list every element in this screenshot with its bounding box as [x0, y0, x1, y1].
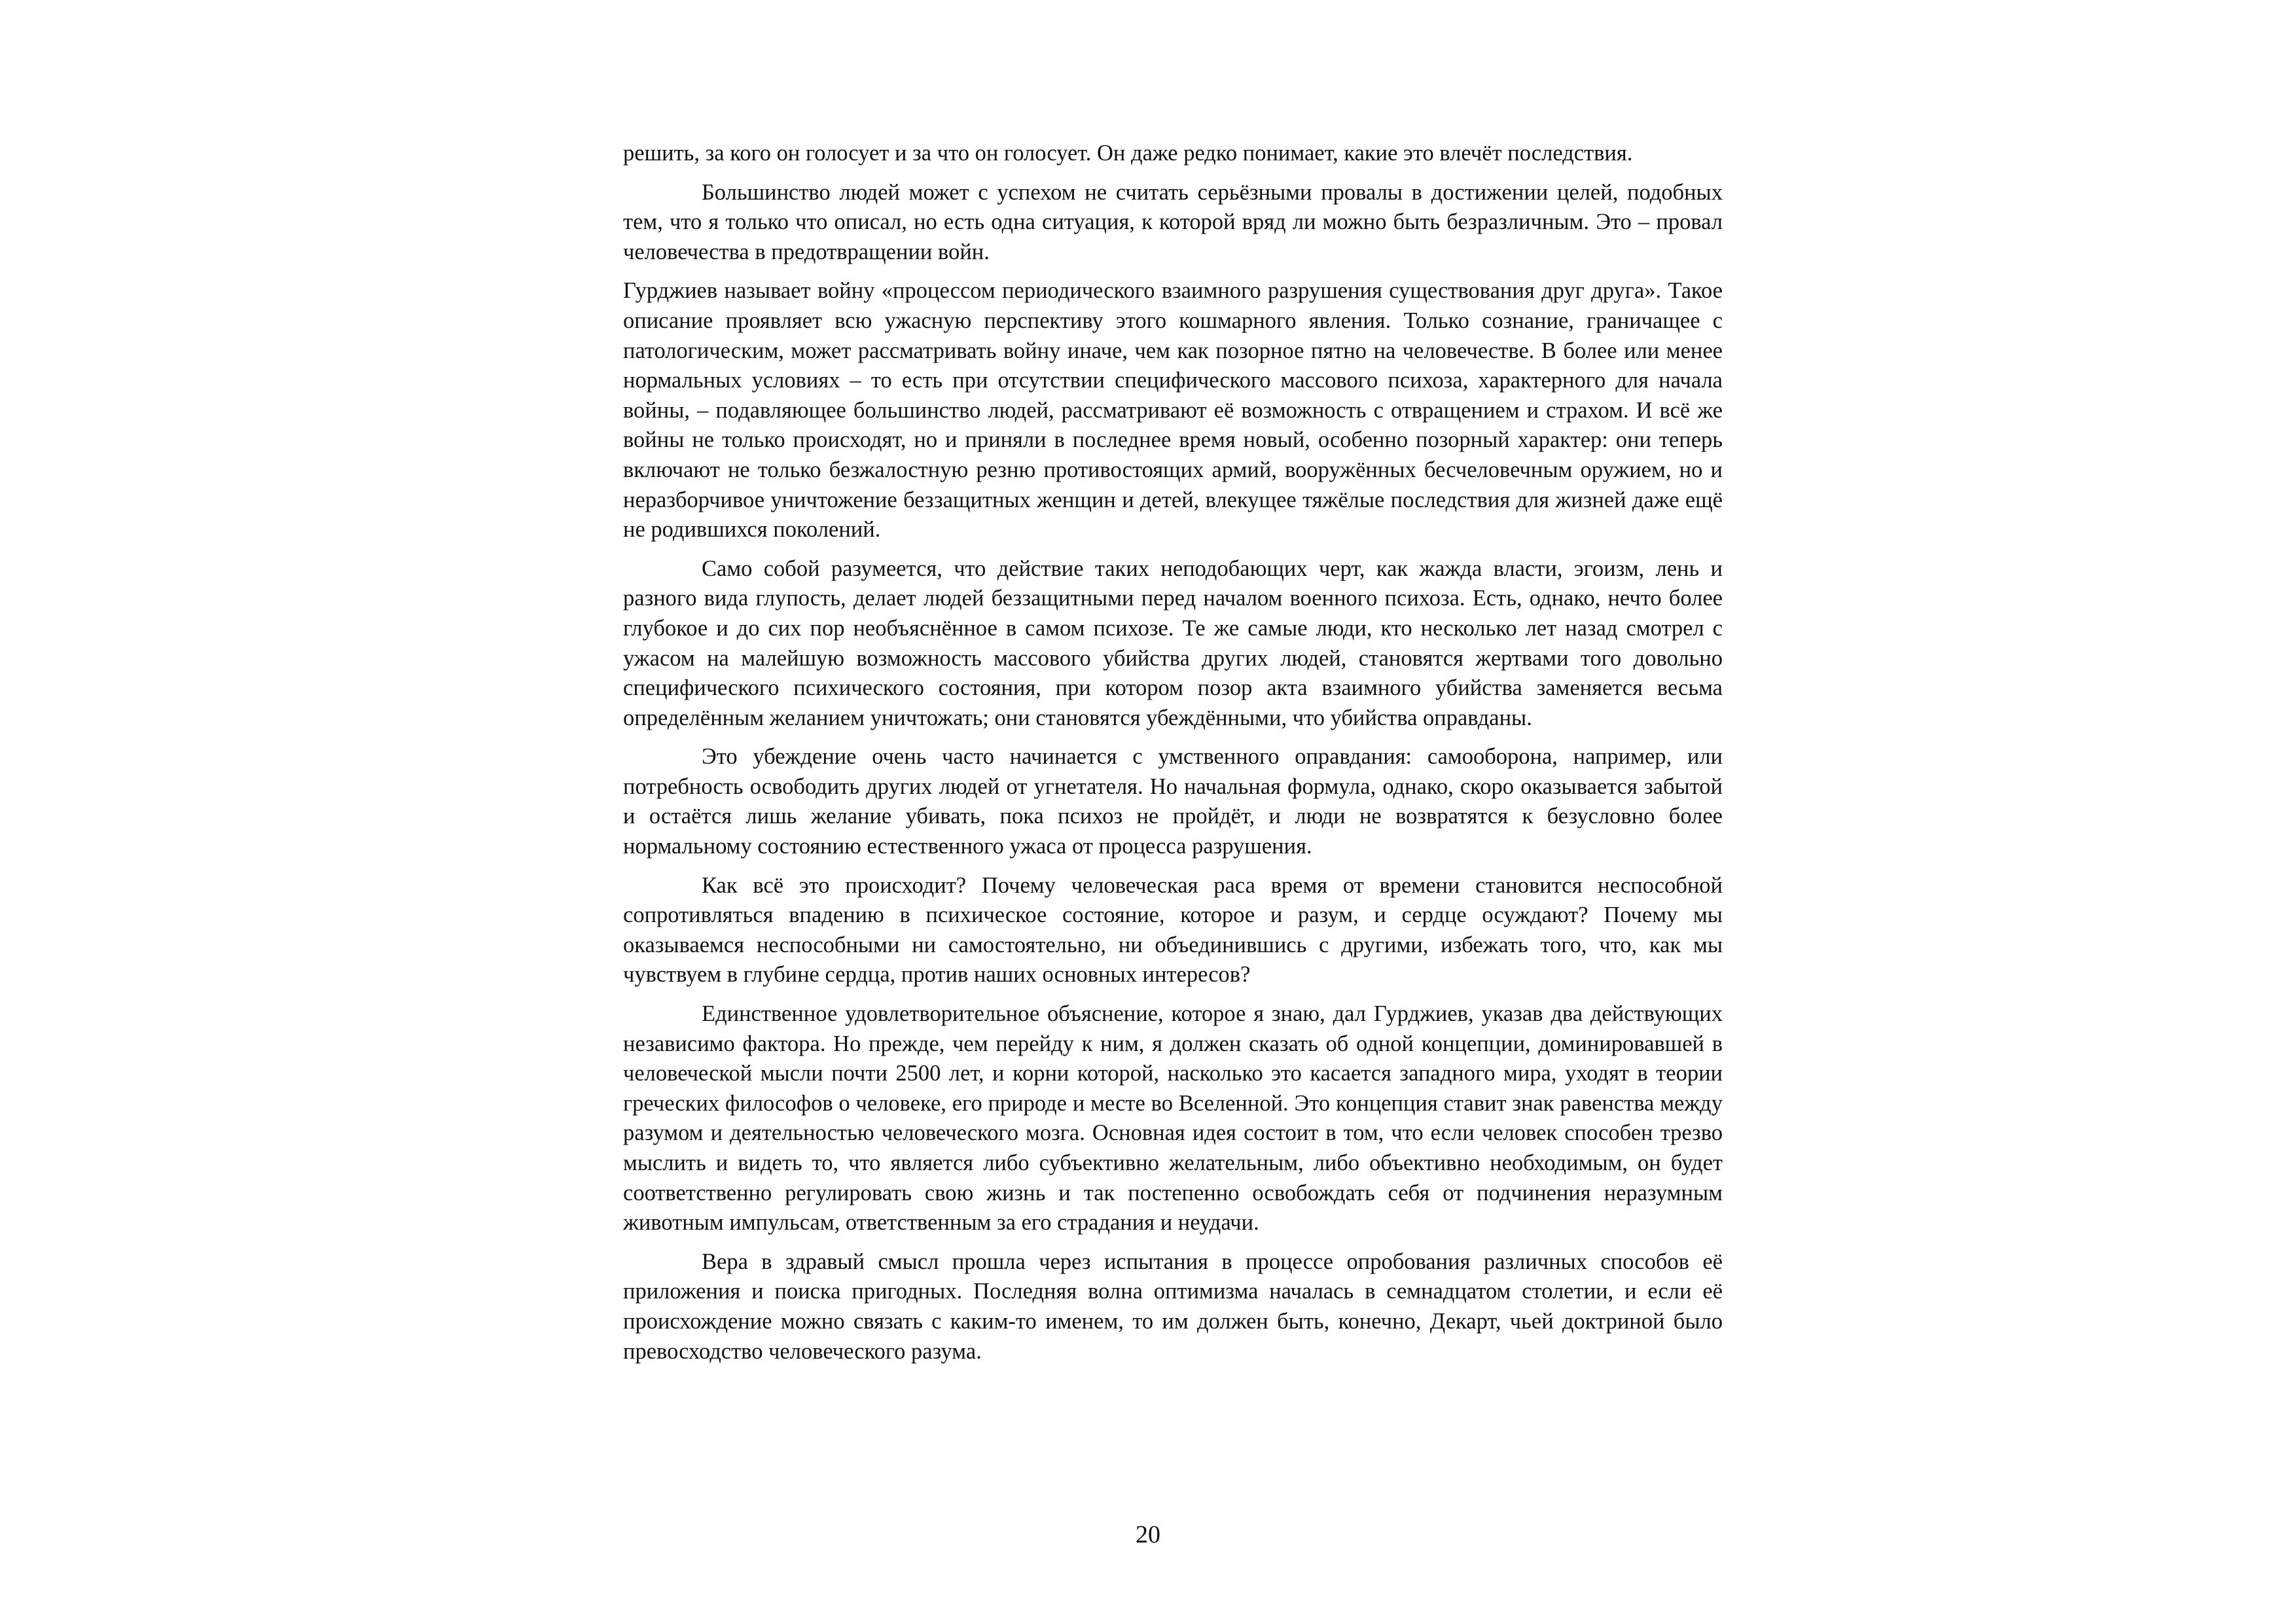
paragraph: Само собой разумеется, что действие таких неподобающих черт, как жажда власти, эгоизм, лень и разного вида глупость, делает людей беззащитными перед началом военного психоза. Есть, однако, нечто более глубокое и до сих пор необъяснённое в самом психозе. Те же самые люди, кто несколько лет назад смотрел с ужасом на малейшую возможность массового убийства других людей, становятся жертвами того довольно специфического психического состояния, при котором позор акта взаимного убийства заменяется весьма определённым желанием уничтожать; они становятся убеждёнными, что убийства оправданы. — [623, 556, 1723, 730]
paragraph: Это убеждение очень часто начинается с умственного оправдания: самооборона, например, или потребность освободить других людей от угнетателя. Но начальная формула, однако, скоро оказывается забытой и остаётся лишь желание убивать, пока психоз не пройдёт, и люди не возвратятся к безусловно более нормальному состоянию естественного ужаса от процесса разрушения. — [623, 744, 1723, 859]
page-number: 20 — [1136, 1521, 1160, 1548]
paragraph: решить, за кого он голосует и за что он голосует. Он даже редко понимает, какие это влечёт последствия. — [623, 141, 1633, 166]
text-column — [623, 139, 1723, 1376]
paragraph: Вера в здравый смысл прошла через испытания в процессе опробования различных способов её приложения и поиска пригодных. Последняя волна оптимизма началась в семнадцатом столетии, и если её происхождение можно связать с каким-то именем, то им должен быть, конечно, Декарт, чьей доктриной было превосходство человеческого разума. — [623, 1249, 1723, 1364]
paragraph: Большинство людей может с успехом не считать серьёзными провалы в достижении целей, подобных тем, что я только что описал, но есть одна ситуация, к которой вряд ли можно быть безразличным. Это – провал человечества в предотвращении войн. — [623, 179, 1723, 264]
paragraph: Как всё это происходит? Почему человеческая раса время от времени становится неспособной сопротивляться впадению в психическое состояние, которое и разум, и сердце осуждают? Почему мы оказываемся неспособными ни самостоятельно, ни объединившись с другими, избежать того, что, как мы чувствуем в глубине сердца, против наших основных интересов? — [623, 872, 1723, 988]
paragraph: Единственное удовлетворительное объяснение, которое я знаю, дал Гурджиев, указав два действующих независимо фактора. Но прежде, чем перейду к ним, я должен сказать об одной концепции, доминировавшей в человеческой мысли почти 2500 лет, и корни которой, насколько это касается западного мира, уходят в теории греческих философов о человеке, его природе и месте во Вселенной. Это концепция ставит знак равенства между разумом и деятельностью человеческого мозга. Основная идея состоит в том, что если человек способен трезво мыслить и видеть то, что является либо субъективно желательным, либо объективно необходимым, он будет соответственно регулировать свою жизнь и так постепенно освобождать себя от подчинения неразумным животным импульсам, ответственным за его страдания и неудачи. — [623, 1001, 1723, 1236]
paragraph: Гурджиев называет войну «процессом периодического взаимного разрушения существования друг друга». Такое описание проявляет всю ужасную перспективу этого кошмарного явления. Только сознание, граничащее с патологическим, может рассматривать войну иначе, чем как позорное пятно на человечестве. В более или менее нормальных условиях – то есть при отсутствии специфического массового психоза, характерного для начала войны, – подавляющее большинство людей, рассматривают её возможность с отвращением и страхом. И всё же войны не только происходят, но и приняли в последнее время новый, особенно позорный характер: они теперь включают не только безжалостную резню противостоящих армий, вооружённых бесчеловечным оружием, но и неразборчивое уничтожение беззащитных женщин и детей, влекущее тяжёлые последствия для жизней даже ещё не родившихся поколений. — [623, 278, 1723, 543]
